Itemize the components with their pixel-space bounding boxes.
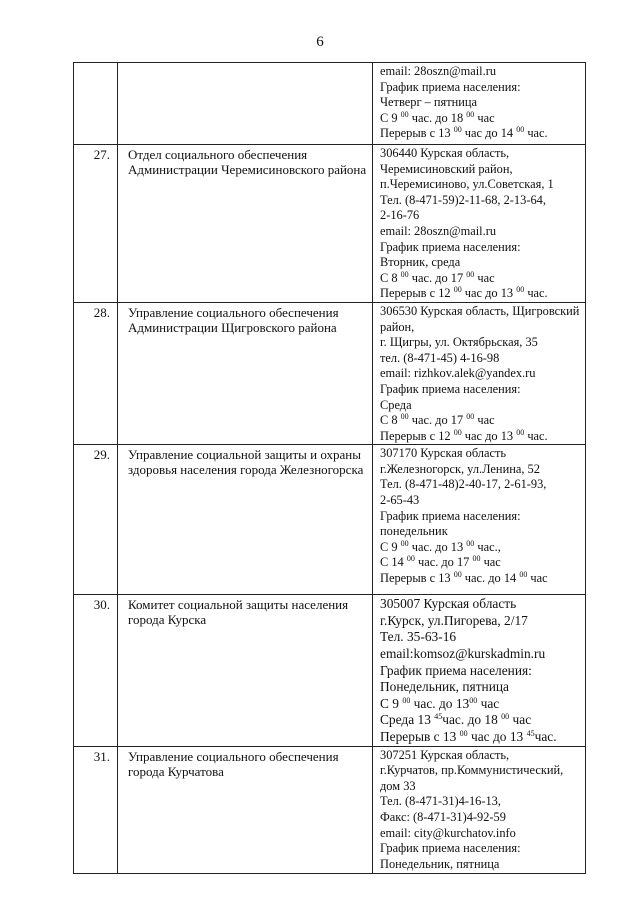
contact-line xyxy=(380,646,583,663)
contact-line xyxy=(380,320,583,336)
line-text: Перерыв с 13 xyxy=(380,729,460,745)
contact-line xyxy=(380,208,583,224)
organization-name: Комитет социальной защиты населения города Курска xyxy=(118,595,373,746)
line-text: С 8 xyxy=(380,270,401,285)
superscript-minutes: 00 xyxy=(501,712,510,722)
line-text: час xyxy=(480,555,501,570)
line-text: График приема населения: xyxy=(380,508,521,523)
superscript-minutes: 00 xyxy=(466,538,475,548)
line-text: час. до 18 xyxy=(442,712,502,728)
contact-line xyxy=(380,80,583,96)
line-text: Тел. 35-63-16 xyxy=(380,629,457,645)
contact-line xyxy=(380,857,583,873)
contact-line xyxy=(380,555,583,571)
line-text: Среда xyxy=(380,397,412,412)
contact-line xyxy=(380,696,583,713)
line-text: час до 13 xyxy=(467,729,527,745)
line-text: час xyxy=(474,110,495,125)
superscript-minutes: 00 xyxy=(400,412,409,422)
line-text: 305007 Курская область xyxy=(380,596,517,612)
line-text: час., xyxy=(474,539,501,554)
contact-line xyxy=(380,240,583,256)
contact-line xyxy=(380,255,583,271)
superscript-minutes: 00 xyxy=(466,269,475,279)
table-row xyxy=(74,63,586,145)
contact-line xyxy=(380,429,583,445)
row-number: 30. xyxy=(74,595,118,746)
superscript-minutes: 00 xyxy=(459,729,468,739)
line-text: час xyxy=(477,695,500,711)
line-text: Перерыв с 12 xyxy=(380,286,454,301)
contact-line xyxy=(380,779,583,795)
contact-details xyxy=(373,445,586,595)
contact-line xyxy=(380,111,583,127)
superscript-minutes: 45 xyxy=(434,712,443,722)
line-text: район, xyxy=(380,319,415,334)
line-text: С 8 xyxy=(380,413,401,428)
line-text: час до 13 xyxy=(461,428,517,443)
line-text: п.Черемисиново, ул.Советская, 1 xyxy=(380,177,554,192)
contact-line xyxy=(380,382,583,398)
contact-line xyxy=(380,540,583,556)
contact-details xyxy=(373,302,586,444)
contact-line xyxy=(380,95,583,111)
contact-line xyxy=(380,193,583,209)
line-text: час. xyxy=(524,126,548,141)
line-text: час до 13 xyxy=(461,286,517,301)
contact-line xyxy=(380,413,583,429)
superscript-minutes: 00 xyxy=(469,695,478,705)
contact-line xyxy=(380,398,583,414)
line-text: понедельник xyxy=(380,524,448,539)
line-text: тел. (8-471-45) 4-16-98 xyxy=(380,350,500,365)
contact-line xyxy=(380,366,583,382)
table-row xyxy=(74,302,586,444)
line-text: С 9 xyxy=(380,539,401,554)
row-number: 27. xyxy=(74,145,118,303)
contact-line xyxy=(380,613,583,630)
superscript-minutes: 00 xyxy=(400,269,409,279)
line-text: Перерыв с 13 xyxy=(380,126,454,141)
contact-line xyxy=(380,509,583,525)
line-text: email: city@kurchatov.info xyxy=(380,825,516,840)
line-text: час. xyxy=(524,286,548,301)
line-text: час. до 18 xyxy=(408,110,467,125)
contact-line xyxy=(380,679,583,696)
contact-line xyxy=(380,629,583,646)
line-text: час. до 17 xyxy=(408,270,467,285)
line-text: График приема населения: xyxy=(380,239,521,254)
contact-line xyxy=(380,826,583,842)
contact-line xyxy=(380,286,583,302)
contact-line xyxy=(380,177,583,193)
organization-name: Управление социальной защиты и охраны здоровья населения города Железногорска xyxy=(118,445,373,595)
line-text: 307251 Курская область, xyxy=(380,747,510,762)
superscript-minutes: 00 xyxy=(472,554,481,564)
contact-line xyxy=(380,64,583,80)
contact-line xyxy=(380,524,583,540)
contact-line xyxy=(380,446,583,462)
superscript-minutes: 00 xyxy=(516,285,525,295)
line-text: час. xyxy=(524,428,548,443)
line-text: Понедельник, пятница xyxy=(380,856,500,871)
contact-line xyxy=(380,571,583,587)
superscript-minutes: 00 xyxy=(402,695,411,705)
contact-line xyxy=(380,146,583,162)
line-text: час. до 13 xyxy=(410,695,470,711)
line-text: г. Щигры, ул. Октябрьская, 35 xyxy=(380,335,538,350)
line-text: час. xyxy=(534,729,557,745)
line-text: С 9 xyxy=(380,110,401,125)
row-number: 28. xyxy=(74,302,118,444)
contact-line xyxy=(380,810,583,826)
contact-line xyxy=(380,304,583,320)
line-text: График приема населения: xyxy=(380,841,521,856)
contact-line xyxy=(380,162,583,178)
organizations-table xyxy=(73,62,586,874)
organization-name: Управление социального обеспечения Администрации Щигровского района xyxy=(118,302,373,444)
line-text: Перерыв с 13 xyxy=(380,571,454,586)
table-row xyxy=(74,145,586,303)
line-text: Вторник, среда xyxy=(380,255,461,270)
superscript-minutes: 00 xyxy=(466,109,475,119)
line-text: час xyxy=(474,270,495,285)
contact-line xyxy=(380,224,583,240)
line-text: 306440 Курская область, xyxy=(380,146,510,160)
row-number: 29. xyxy=(74,445,118,595)
contact-line xyxy=(380,271,583,287)
line-text: г.Курчатов, пр.Коммунистический, xyxy=(380,763,564,778)
line-text: 2-65-43 xyxy=(380,493,420,508)
contact-line xyxy=(380,596,583,613)
superscript-minutes: 00 xyxy=(516,125,525,135)
contact-line xyxy=(380,477,583,493)
line-text: дом 33 xyxy=(380,778,416,793)
superscript-minutes: 00 xyxy=(406,554,415,564)
line-text: час. до 17 xyxy=(414,555,473,570)
table-body xyxy=(74,63,586,874)
line-text: час. до 13 xyxy=(408,539,467,554)
superscript-minutes: 45 xyxy=(526,729,535,739)
line-text: Тел. (8-471-59)2-11-68, 2-13-64, xyxy=(380,192,546,207)
line-text: час. до 14 xyxy=(461,571,520,586)
contact-line xyxy=(380,763,583,779)
row-number: 31. xyxy=(74,746,118,873)
line-text: Четверг – пятница xyxy=(380,95,478,110)
line-text: email: 28oszn@mail.ru xyxy=(380,64,497,78)
line-text: час xyxy=(509,712,532,728)
superscript-minutes: 00 xyxy=(519,570,528,580)
contact-line xyxy=(380,493,583,509)
superscript-minutes: 00 xyxy=(453,427,462,437)
line-text: час. до 17 xyxy=(408,413,467,428)
page-number: 6 xyxy=(316,34,324,50)
line-text: Факс: (8-471-31)4-92-59 xyxy=(380,810,506,824)
contact-details xyxy=(373,746,586,873)
line-text: email:komsoz@kurskadmin.ru xyxy=(380,646,546,662)
contact-line xyxy=(380,462,583,478)
line-text: г.Железногорск, ул.Ленина, 52 xyxy=(380,461,540,476)
contact-line xyxy=(380,663,583,680)
line-text: График приема населения: xyxy=(380,79,521,94)
row-number xyxy=(74,63,118,145)
line-text: час xyxy=(474,413,495,428)
contact-line xyxy=(380,841,583,857)
line-text: email: 28oszn@mail.ru xyxy=(380,223,497,238)
line-text: С 14 xyxy=(380,555,407,570)
line-text: email: rizhkov.alek@yandex.ru xyxy=(380,366,536,381)
contact-line xyxy=(380,351,583,367)
superscript-minutes: 00 xyxy=(453,125,462,135)
contact-details xyxy=(373,63,586,145)
table-row xyxy=(74,595,586,746)
line-text: Понедельник, пятница xyxy=(380,679,509,695)
line-text: График приема населения: xyxy=(380,662,532,678)
line-text: Среда 13 xyxy=(380,712,435,728)
line-text: Черемисиновский район, xyxy=(380,161,513,176)
line-text: С 9 xyxy=(380,695,403,711)
line-text: 2-16-76 xyxy=(380,208,420,223)
line-text: 307170 Курская область xyxy=(380,446,507,461)
superscript-minutes: 00 xyxy=(453,570,462,580)
table-row xyxy=(74,746,586,873)
line-text: час xyxy=(527,571,548,586)
line-text: г.Курск, ул.Пигорева, 2/17 xyxy=(380,612,528,628)
contact-line xyxy=(380,729,583,746)
organization-name: Управление социального обеспечения города Курчатова xyxy=(118,746,373,873)
line-text: час до 14 xyxy=(461,126,517,141)
superscript-minutes: 00 xyxy=(400,109,409,119)
superscript-minutes: 00 xyxy=(453,285,462,295)
contact-line xyxy=(380,712,583,729)
superscript-minutes: 00 xyxy=(466,412,475,422)
line-text: Тел. (8-471-48)2-40-17, 2-61-93, xyxy=(380,477,547,492)
contact-line xyxy=(380,794,583,810)
organization-name: Отдел социального обеспечения Администрации Черемисиновского района xyxy=(118,145,373,303)
superscript-minutes: 00 xyxy=(400,538,409,548)
line-text: График приема населения: xyxy=(380,381,521,396)
line-text: Перерыв с 12 xyxy=(380,428,454,443)
contact-line xyxy=(380,335,583,351)
contact-details xyxy=(373,595,586,746)
contact-details xyxy=(373,145,586,303)
table-row xyxy=(74,445,586,595)
line-text: 306530 Курская область, Щигровский xyxy=(380,303,580,318)
organization-name xyxy=(118,63,373,145)
superscript-minutes: 00 xyxy=(516,427,525,437)
contact-line xyxy=(380,126,583,142)
contact-line xyxy=(380,748,583,764)
line-text: Тел. (8-471-31)4-16-13, xyxy=(380,794,501,809)
